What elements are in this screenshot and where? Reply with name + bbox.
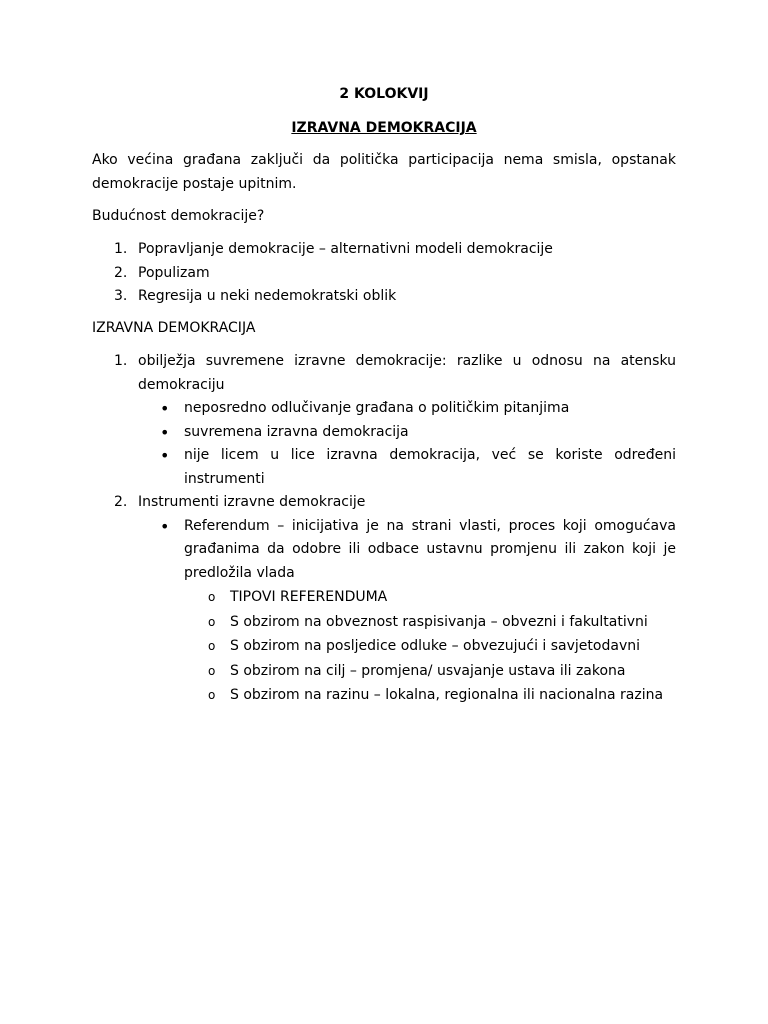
list-number: 1. <box>114 241 128 257</box>
intro-paragraph: Ako većina građana zaključi da politička participacija nema smisla, opstanak demokracije postaje upitnim. <box>92 152 676 192</box>
bullet-icon: • <box>160 399 170 418</box>
sub-bullet-item <box>92 683 676 708</box>
bullet-text: suvremena izravna demokracija <box>184 423 409 440</box>
list-item-text: Regresija u neki nedemokratski oblik <box>138 288 397 304</box>
sub-bullet-text: S obzirom na cilj – promjena/ usvajanje ustava ili zakona <box>230 662 626 679</box>
bullet-icon: • <box>160 516 170 536</box>
sub-bullet-item <box>92 585 676 610</box>
document-subtitle: IZRAVNA DEMOKRACIJA <box>291 120 477 136</box>
list-number: 2. <box>114 494 128 510</box>
bullet-text: nije licem u lice izravna demokracija, već se koriste određeni instrumenti <box>184 447 676 487</box>
bullet-item <box>92 444 676 491</box>
future-list <box>92 238 676 309</box>
sub-bullet-text: S obzirom na razinu – lokalna, regionalna ili nacionalna razina <box>230 687 664 703</box>
circle-bullet-icon: o <box>208 663 216 678</box>
circle-bullet-icon: o <box>208 639 216 653</box>
sub-bullet-text: S obzirom na obveznost raspisivanja – obvezni i fakultativni <box>230 613 648 630</box>
list-number: 2. <box>114 264 128 281</box>
list-item <box>92 262 676 286</box>
sub-bullet-text: S obzirom na posljedice odluke – obvezujući i savjetodavni <box>230 638 640 654</box>
circle-bullet-icon: o <box>208 614 216 629</box>
sub-bullet-item <box>92 634 676 659</box>
bullet-text: neposredno odlučivanje građana o političkim pitanjima <box>184 400 570 416</box>
circle-bullet-icon: o <box>208 590 216 604</box>
bullet-item <box>92 397 676 421</box>
sub-bullet-item <box>92 659 676 684</box>
list-item <box>92 491 676 515</box>
list-item-text: obilježja suvremene izravne demokracije: razlike u odnosu na atensku demokraciju <box>138 353 676 393</box>
circle-bullet-icon: o <box>208 688 216 702</box>
list-number: 3. <box>114 288 128 304</box>
question-paragraph: Budućnost demokracije? <box>92 208 265 224</box>
bullet-item <box>92 421 676 445</box>
bullet-icon: • <box>160 422 170 442</box>
list-item <box>92 238 676 262</box>
list-item-text: Populizam <box>138 264 210 281</box>
list-item <box>92 285 676 309</box>
document-title: 2 KOLOKVIJ <box>339 86 429 102</box>
sub-bullet-item <box>92 610 676 635</box>
section-heading: IZRAVNA DEMOKRACIJA <box>92 320 256 336</box>
bullet-icon: • <box>160 446 170 465</box>
bullet-text: Referendum – inicijativa je na strani vlasti, proces koji omogućava građanima da odobre ili odbace ustavnu promjenu ili zakon koji je predložila vlada <box>184 517 676 581</box>
section-list <box>92 350 676 708</box>
sub-bullet-text: TIPOVI REFERENDUMA <box>230 589 388 605</box>
list-number: 1. <box>114 353 128 369</box>
list-item-text: Popravljanje demokracije – alternativni modeli demokracije <box>138 241 553 257</box>
list-item-text: Instrumenti izravne demokracije <box>138 494 366 510</box>
bullet-item <box>92 515 676 586</box>
list-item <box>92 350 676 397</box>
